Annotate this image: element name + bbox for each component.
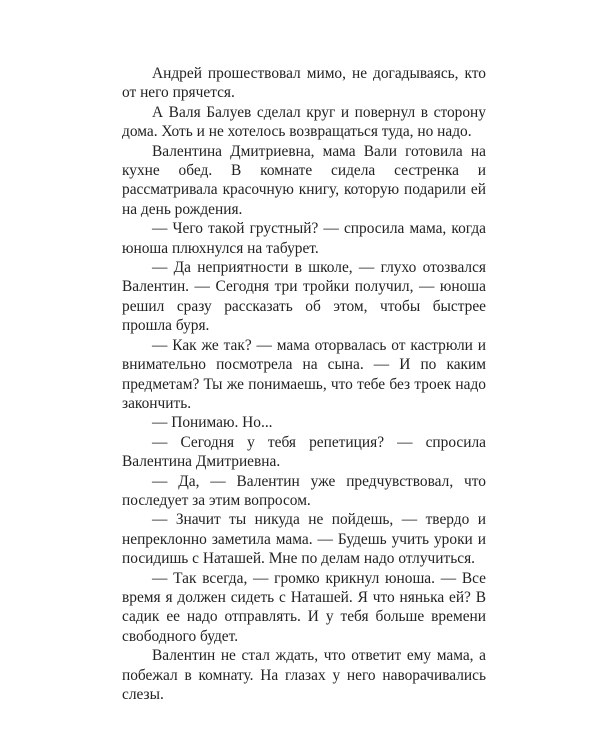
paragraph: — Как же так? — мама оторвалась от кастрюли и внимательно посмотрела на сына. — И по каким предметам? Ты же понимаешь, что тебе без троек надо закончить.	[122, 336, 486, 412]
paragraph: Валентина Дмитриевна, мама Вали готовила на кухне обед. В комнате сидела сестренка и рассматривала красочную книгу, которую подарили ей на день рождения.	[122, 142, 486, 218]
paragraph: Валентин не стал ждать, что ответит ему мама, а побежал в комнату. На глазах у него наворачивались слезы.	[122, 647, 486, 703]
paragraph: — Так всегда, — громко крикнул юноша. — Все время я должен сидеть с Наташей. Я что нянька ей? В садик ее надо отправлять. И у тебя больше времени свободного будет.	[122, 569, 486, 645]
paragraph: Андрей прошествовал мимо, не догадываясь, кто от него прячется.	[122, 65, 486, 102]
paragraph: — Чего такой грустный? — спросила мама, когда юноша плюхнулся на табурет.	[122, 220, 486, 257]
paragraph: А Валя Балуев сделал круг и повернул в сторону дома. Хоть и не хотелось возвращаться туда, но надо.	[122, 103, 486, 141]
paragraph: — Да неприятности в школе, — глухо отозвался Валентин. — Сегодня три тройки получил, — юноша решил сразу рассказать об этом, чтобы быстрее прошла буря.	[122, 259, 486, 335]
paragraph: — Да, — Валентин уже предчувствовал, что последует за этим вопросом.	[122, 472, 486, 509]
page-text	[122, 64, 486, 704]
paragraph: — Понимаю. Но...	[152, 414, 273, 432]
paragraph: — Сегодня у тебя репетиция? — спросила Валентина Дмитриевна.	[122, 433, 486, 471]
paragraph: — Значит ты никуда не пойдешь, — твердо и непреклонно заметила мама. — Будешь учить уроки и посидишь с Наташей. Мне по делам надо отлучиться.	[122, 511, 486, 568]
